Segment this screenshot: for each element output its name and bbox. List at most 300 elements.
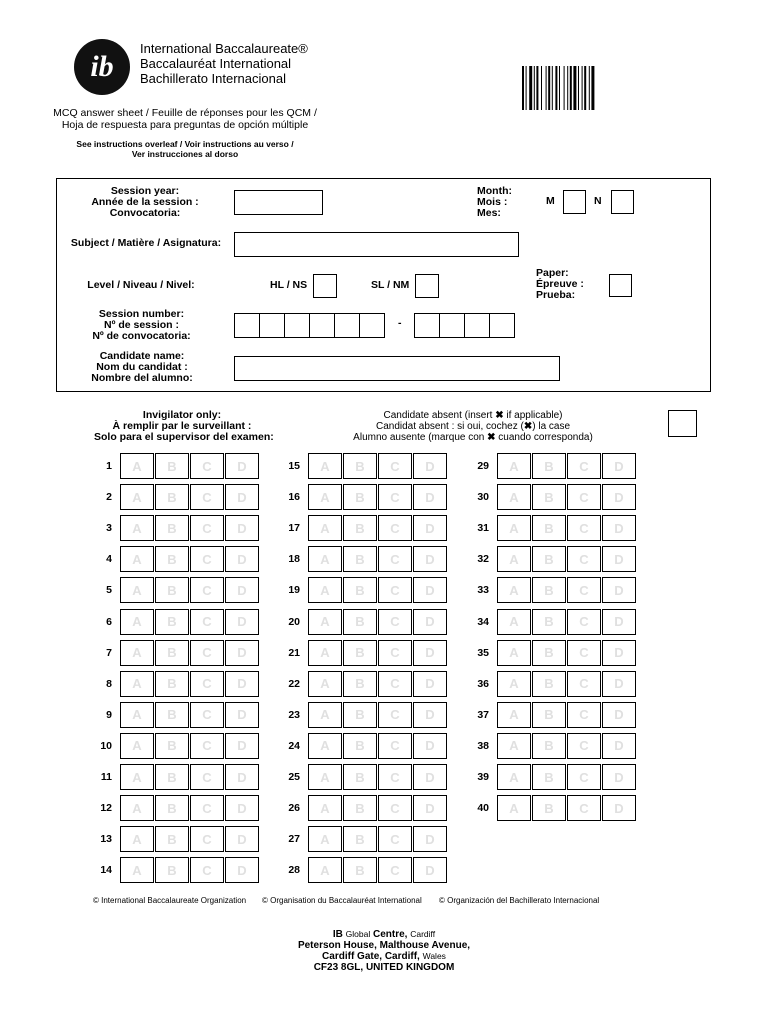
answer-option-a[interactable]: A: [308, 577, 342, 603]
answer-option-a[interactable]: A: [497, 764, 531, 790]
answer-option-a[interactable]: A: [497, 640, 531, 666]
answer-option-c[interactable]: C: [190, 826, 224, 852]
answer-option-d[interactable]: D: [602, 764, 636, 790]
barcode-bar: [570, 66, 572, 110]
answer-option-a[interactable]: A: [120, 609, 154, 635]
answer-option-a[interactable]: A: [308, 826, 342, 852]
answer-option-a[interactable]: A: [497, 453, 531, 479]
absent-en-a: Candidate absent (insert: [383, 410, 496, 421]
question-row: [274, 577, 448, 603]
answer-option-c[interactable]: C: [378, 515, 412, 541]
answer-option-d[interactable]: D: [225, 764, 259, 790]
session-number-label-fr: Nº de session :: [103, 319, 180, 331]
answer-option-c[interactable]: C: [378, 577, 412, 603]
candidate-name-label: [78, 351, 206, 384]
answer-option-c[interactable]: C: [190, 515, 224, 541]
answer-option-d[interactable]: D: [413, 546, 447, 572]
answer-option-c[interactable]: C: [378, 702, 412, 728]
answer-option-c[interactable]: C: [190, 764, 224, 790]
answer-option-d[interactable]: D: [413, 515, 447, 541]
question-row: [86, 546, 260, 572]
answer-option-c[interactable]: C: [378, 764, 412, 790]
answer-option-d[interactable]: D: [602, 609, 636, 635]
question-row: [86, 764, 260, 790]
answer-option-c[interactable]: C: [378, 484, 412, 510]
question-row: [274, 546, 448, 572]
answer-option-c[interactable]: C: [190, 484, 224, 510]
question-number: 11: [100, 771, 112, 783]
session-digit-box[interactable]: [234, 313, 260, 338]
question-number: 39: [477, 771, 489, 783]
question-number: 21: [288, 646, 300, 659]
answer-option-d[interactable]: D: [413, 857, 447, 883]
session-year-label-es: Convocatoria:: [109, 207, 181, 219]
answer-option-a[interactable]: A: [497, 795, 531, 821]
session-year-label: [80, 186, 210, 219]
answer-option-a[interactable]: A: [120, 857, 154, 883]
invigilator-label-fr: À remplir par le surveillant :: [112, 420, 252, 432]
address-line1: [234, 929, 534, 940]
question-row: [274, 826, 448, 852]
question-number: 23: [288, 708, 300, 721]
instructions-note: [40, 139, 330, 159]
session-year-field[interactable]: [234, 190, 323, 215]
answer-option-c[interactable]: C: [567, 640, 601, 666]
candidate-absent-box[interactable]: [668, 410, 697, 437]
address-cardiff: Cardiff: [410, 929, 436, 939]
answer-option-a[interactable]: A: [497, 733, 531, 759]
org-name-es: Bachillerato Internacional: [140, 71, 286, 86]
instructions-line2: Ver instrucciones al dorso: [131, 149, 239, 159]
answer-option-c[interactable]: C: [567, 671, 601, 697]
question-number: 12: [100, 802, 112, 815]
answer-option-b[interactable]: B: [155, 515, 189, 541]
cross-icon: ✖: [523, 421, 533, 432]
answer-option-b[interactable]: B: [343, 733, 377, 759]
answer-option-a[interactable]: A: [120, 795, 154, 821]
answer-option-d[interactable]: D: [602, 515, 636, 541]
question-number: 20: [288, 615, 300, 628]
address-global: Global: [345, 929, 371, 939]
answer-option-a[interactable]: A: [308, 857, 342, 883]
month-label-es: Mes:: [477, 207, 501, 219]
month-n-box[interactable]: [611, 190, 634, 214]
answer-option-b[interactable]: B: [155, 795, 189, 821]
question-row: [86, 671, 260, 697]
paper-label-en: Paper:: [536, 267, 569, 279]
answer-option-c[interactable]: C: [190, 640, 224, 666]
question-row: [463, 515, 637, 541]
address-cardiff-gate: Cardiff Gate, Cardiff,: [322, 951, 420, 962]
answer-option-b[interactable]: B: [532, 733, 566, 759]
answer-option-a[interactable]: A: [497, 515, 531, 541]
question-row: [274, 795, 448, 821]
absent-line-en: [345, 410, 601, 421]
sheet-title-line2: Hoja de respuesta para preguntas de opción múltiple: [61, 119, 309, 131]
session-digit-box[interactable]: [439, 313, 465, 338]
answer-option-d[interactable]: D: [225, 484, 259, 510]
answer-option-d[interactable]: D: [602, 546, 636, 572]
answer-option-a[interactable]: A: [120, 515, 154, 541]
answer-option-b[interactable]: B: [343, 857, 377, 883]
answer-option-d[interactable]: D: [602, 795, 636, 821]
answer-option-c[interactable]: C: [378, 795, 412, 821]
question-row: [86, 733, 260, 759]
answer-option-b[interactable]: B: [343, 609, 377, 635]
answer-option-d[interactable]: D: [413, 702, 447, 728]
absent-es-b: cuando corresponda): [495, 432, 593, 443]
answer-option-d[interactable]: D: [602, 702, 636, 728]
answer-option-c[interactable]: C: [190, 857, 224, 883]
answer-option-a[interactable]: A: [308, 640, 342, 666]
answer-option-a[interactable]: A: [308, 546, 342, 572]
answer-option-c[interactable]: C: [190, 795, 224, 821]
question-number: 4: [106, 553, 112, 566]
answer-option-c[interactable]: C: [190, 577, 224, 603]
answer-option-c[interactable]: C: [567, 484, 601, 510]
answer-option-b[interactable]: B: [343, 546, 377, 572]
question-row: [463, 795, 637, 821]
question-number: 40: [477, 802, 489, 815]
barcode-bar: [552, 66, 553, 110]
answer-option-c[interactable]: C: [190, 671, 224, 697]
answer-option-b[interactable]: B: [532, 671, 566, 697]
subject-field[interactable]: [234, 232, 519, 257]
question-number: 24: [288, 739, 300, 752]
question-number: 36: [477, 677, 489, 690]
answer-option-c[interactable]: C: [378, 453, 412, 479]
absent-fr-b: ) la case: [532, 421, 571, 432]
answer-option-d[interactable]: D: [413, 640, 447, 666]
answer-option-b[interactable]: B: [532, 546, 566, 572]
answer-option-d[interactable]: D: [225, 826, 259, 852]
answer-option-b[interactable]: B: [155, 640, 189, 666]
answer-option-d[interactable]: D: [602, 733, 636, 759]
answer-option-d[interactable]: D: [225, 702, 259, 728]
session-digit-box[interactable]: [414, 313, 440, 338]
answer-option-b[interactable]: B: [155, 609, 189, 635]
answer-option-d[interactable]: D: [413, 609, 447, 635]
answer-option-c[interactable]: C: [567, 764, 601, 790]
session-digit-box[interactable]: [259, 313, 285, 338]
answer-option-b[interactable]: B: [343, 702, 377, 728]
question-number: 22: [288, 677, 300, 690]
answer-option-d[interactable]: D: [225, 795, 259, 821]
answer-option-c[interactable]: C: [567, 453, 601, 479]
answer-option-b[interactable]: B: [155, 453, 189, 479]
answer-option-c[interactable]: C: [378, 609, 412, 635]
answer-option-a[interactable]: A: [308, 609, 342, 635]
question-number: 34: [477, 615, 489, 628]
question-row: [274, 671, 448, 697]
barcode-bar: [564, 66, 565, 110]
answer-option-a[interactable]: A: [308, 733, 342, 759]
answer-option-d[interactable]: D: [602, 577, 636, 603]
sheet-title: [40, 107, 330, 131]
barcode-bar: [582, 66, 583, 110]
question-number: 37: [477, 708, 489, 721]
answer-option-b[interactable]: B: [343, 484, 377, 510]
answer-option-a[interactable]: A: [308, 453, 342, 479]
answer-option-c[interactable]: C: [567, 577, 601, 603]
answer-option-b[interactable]: B: [343, 640, 377, 666]
question-row: [274, 857, 448, 883]
barcode-bar: [591, 66, 594, 110]
answer-option-d[interactable]: D: [413, 484, 447, 510]
invigilator-label: [94, 409, 274, 443]
answer-option-b[interactable]: B: [532, 577, 566, 603]
answer-option-a[interactable]: A: [120, 484, 154, 510]
answer-option-b[interactable]: B: [532, 453, 566, 479]
answer-option-d[interactable]: D: [225, 453, 259, 479]
barcode-bar: [559, 66, 560, 110]
answer-option-a[interactable]: A: [308, 764, 342, 790]
answer-option-b[interactable]: B: [532, 609, 566, 635]
ib-logo: [72, 38, 132, 96]
question-number: 17: [288, 522, 300, 535]
question-row: [86, 515, 260, 541]
answer-option-c[interactable]: C: [378, 733, 412, 759]
barcode-bar: [589, 66, 590, 110]
answer-option-c[interactable]: C: [378, 640, 412, 666]
session-number-dash: -: [398, 317, 402, 329]
month-label-en: Month:: [477, 185, 512, 197]
svg-text:ib: ib: [90, 50, 114, 83]
session-number-label-es: Nº de convocatoria:: [92, 330, 191, 342]
answer-option-b[interactable]: B: [155, 546, 189, 572]
answer-option-b[interactable]: B: [532, 515, 566, 541]
answer-option-b[interactable]: B: [155, 764, 189, 790]
question-number: 28: [288, 864, 300, 877]
answer-option-a[interactable]: A: [120, 453, 154, 479]
answer-option-c[interactable]: C: [378, 826, 412, 852]
month-m-label: M: [546, 195, 555, 207]
question-number: 25: [288, 771, 300, 783]
answer-option-c[interactable]: C: [567, 515, 601, 541]
answer-option-c[interactable]: C: [567, 702, 601, 728]
barcode-bar: [548, 66, 550, 110]
month-label-fr: Mois :: [477, 196, 508, 208]
answer-option-b[interactable]: B: [155, 826, 189, 852]
barcode-bar: [534, 66, 535, 110]
answer-option-c[interactable]: C: [378, 546, 412, 572]
answer-option-b[interactable]: B: [343, 515, 377, 541]
answer-option-d[interactable]: D: [602, 671, 636, 697]
question-row: [86, 857, 260, 883]
answer-option-d[interactable]: D: [602, 453, 636, 479]
answer-option-d[interactable]: D: [225, 577, 259, 603]
answer-option-b[interactable]: B: [155, 577, 189, 603]
answer-option-b[interactable]: B: [343, 795, 377, 821]
answer-option-a[interactable]: A: [497, 484, 531, 510]
answer-option-a[interactable]: A: [497, 609, 531, 635]
paper-box[interactable]: [609, 274, 632, 297]
question-row: [463, 577, 637, 603]
answer-option-a[interactable]: A: [308, 702, 342, 728]
question-row: [463, 453, 637, 479]
level-label: Level / Niveau / Nivel:: [87, 279, 195, 291]
absent-en-b: if applicable): [503, 410, 563, 421]
answer-option-c[interactable]: C: [378, 857, 412, 883]
question-row: [86, 577, 260, 603]
answer-option-b[interactable]: B: [532, 764, 566, 790]
answer-option-d[interactable]: D: [225, 857, 259, 883]
hl-label: HL / NS: [270, 279, 308, 291]
session-number-label: [74, 309, 209, 342]
answer-option-c[interactable]: C: [567, 795, 601, 821]
barcode-bar: [526, 66, 527, 110]
cross-icon: ✖: [495, 410, 504, 421]
answer-option-c[interactable]: C: [567, 733, 601, 759]
question-row: [274, 609, 448, 635]
answer-option-d[interactable]: D: [602, 484, 636, 510]
question-row: [86, 826, 260, 852]
question-number: 8: [106, 677, 112, 690]
answer-option-d[interactable]: D: [225, 733, 259, 759]
answer-option-d[interactable]: D: [413, 733, 447, 759]
session-digit-box[interactable]: [489, 313, 515, 338]
session-digit-box[interactable]: [359, 313, 385, 338]
candidate-name-label-en: Candidate name:: [99, 350, 185, 362]
question-row: [86, 795, 260, 821]
question-number: 29: [477, 460, 489, 472]
question-number: 18: [288, 553, 300, 566]
absent-es-a: Alumno ausente (marque con: [353, 432, 488, 443]
question-number: 14: [100, 864, 112, 877]
answer-option-b[interactable]: B: [343, 577, 377, 603]
answer-option-b[interactable]: B: [343, 671, 377, 697]
answer-option-a[interactable]: A: [120, 764, 154, 790]
answer-option-b[interactable]: B: [155, 733, 189, 759]
barcode-bar: [529, 66, 532, 110]
answer-option-a[interactable]: A: [497, 577, 531, 603]
question-row: [274, 515, 448, 541]
answer-option-b[interactable]: B: [155, 484, 189, 510]
session-number-part2: [414, 313, 515, 338]
answer-option-b[interactable]: B: [532, 640, 566, 666]
org-names: [140, 41, 308, 86]
answer-option-d[interactable]: D: [413, 795, 447, 821]
answer-option-a[interactable]: A: [120, 733, 154, 759]
answer-option-d[interactable]: D: [413, 671, 447, 697]
answer-option-d[interactable]: D: [225, 640, 259, 666]
question-number: 6: [106, 615, 112, 628]
answer-option-d[interactable]: D: [602, 640, 636, 666]
question-row: [274, 453, 448, 479]
answer-option-d[interactable]: D: [413, 826, 447, 852]
answer-option-a[interactable]: A: [120, 546, 154, 572]
address-ib: IB: [332, 929, 343, 940]
answer-option-a[interactable]: A: [497, 702, 531, 728]
question-row: [274, 733, 448, 759]
answer-option-d[interactable]: D: [413, 453, 447, 479]
barcode-bar: [546, 66, 547, 110]
barcode-bar: [584, 66, 586, 110]
question-number: 5: [106, 584, 112, 597]
answer-option-b[interactable]: B: [155, 857, 189, 883]
answer-option-c[interactable]: C: [190, 453, 224, 479]
barcode: [520, 66, 630, 112]
question-number: 30: [477, 491, 489, 504]
copyright-en: © International Baccalaureate Organization: [93, 896, 247, 905]
answer-option-d[interactable]: D: [225, 671, 259, 697]
session-number-part1: [234, 313, 385, 338]
answer-option-a[interactable]: A: [497, 671, 531, 697]
answer-option-c[interactable]: C: [567, 609, 601, 635]
answer-option-a[interactable]: A: [120, 577, 154, 603]
answer-option-d[interactable]: D: [225, 515, 259, 541]
answer-option-b[interactable]: B: [532, 484, 566, 510]
answer-option-a[interactable]: A: [308, 671, 342, 697]
answer-option-b[interactable]: B: [343, 764, 377, 790]
address-centre: Centre,: [373, 929, 408, 940]
answer-option-a[interactable]: A: [308, 795, 342, 821]
month-m-box[interactable]: [563, 190, 586, 214]
answer-option-d[interactable]: D: [225, 609, 259, 635]
question-row: [463, 733, 637, 759]
sl-box[interactable]: [415, 274, 439, 298]
answer-option-a[interactable]: A: [120, 826, 154, 852]
answer-option-c[interactable]: C: [567, 546, 601, 572]
barcode-bar: [573, 66, 576, 110]
session-digit-box[interactable]: [284, 313, 310, 338]
candidate-name-field[interactable]: [234, 356, 560, 381]
answer-option-a[interactable]: A: [120, 640, 154, 666]
answer-option-a[interactable]: A: [497, 546, 531, 572]
answer-option-a[interactable]: A: [308, 484, 342, 510]
answer-option-c[interactable]: C: [190, 546, 224, 572]
answer-option-d[interactable]: D: [413, 764, 447, 790]
answer-option-d[interactable]: D: [413, 577, 447, 603]
answer-option-b[interactable]: B: [343, 826, 377, 852]
answer-option-a[interactable]: A: [308, 515, 342, 541]
answer-option-d[interactable]: D: [225, 546, 259, 572]
barcode-bar: [578, 66, 579, 110]
question-number: 19: [288, 584, 300, 597]
answer-option-c[interactable]: C: [190, 733, 224, 759]
question-number: 26: [288, 802, 300, 815]
question-row: [274, 484, 448, 510]
question-number: 15: [288, 460, 300, 472]
session-digit-box[interactable]: [334, 313, 360, 338]
candidate-name-label-es: Nombre del alumno:: [91, 372, 193, 384]
answer-option-c[interactable]: C: [190, 702, 224, 728]
answer-option-b[interactable]: B: [343, 453, 377, 479]
answer-option-c[interactable]: C: [190, 609, 224, 635]
session-digit-box[interactable]: [309, 313, 335, 338]
question-row: [86, 609, 260, 635]
answer-option-a[interactable]: A: [120, 671, 154, 697]
answer-option-b[interactable]: B: [532, 795, 566, 821]
hl-box[interactable]: [313, 274, 337, 298]
address-line4: CF23 8GL, UNITED KINGDOM: [313, 962, 455, 973]
answer-option-b[interactable]: B: [532, 702, 566, 728]
copyright-es: © Organización del Bachillerato Internacional: [439, 896, 600, 905]
paper-label-es: Prueba:: [536, 289, 576, 301]
question-number: 10: [100, 739, 112, 752]
answer-option-c[interactable]: C: [378, 671, 412, 697]
question-number: 2: [106, 491, 112, 504]
absent-fr-a: Candidat absent : si oui, cochez (: [375, 421, 524, 432]
session-digit-box[interactable]: [464, 313, 490, 338]
paper-label: [536, 268, 596, 301]
answer-option-b[interactable]: B: [155, 671, 189, 697]
question-row: [274, 702, 448, 728]
session-year-label-fr: Année de la session :: [91, 196, 199, 208]
question-number: 3: [106, 522, 112, 535]
answer-option-b[interactable]: B: [155, 702, 189, 728]
answer-option-a[interactable]: A: [120, 702, 154, 728]
